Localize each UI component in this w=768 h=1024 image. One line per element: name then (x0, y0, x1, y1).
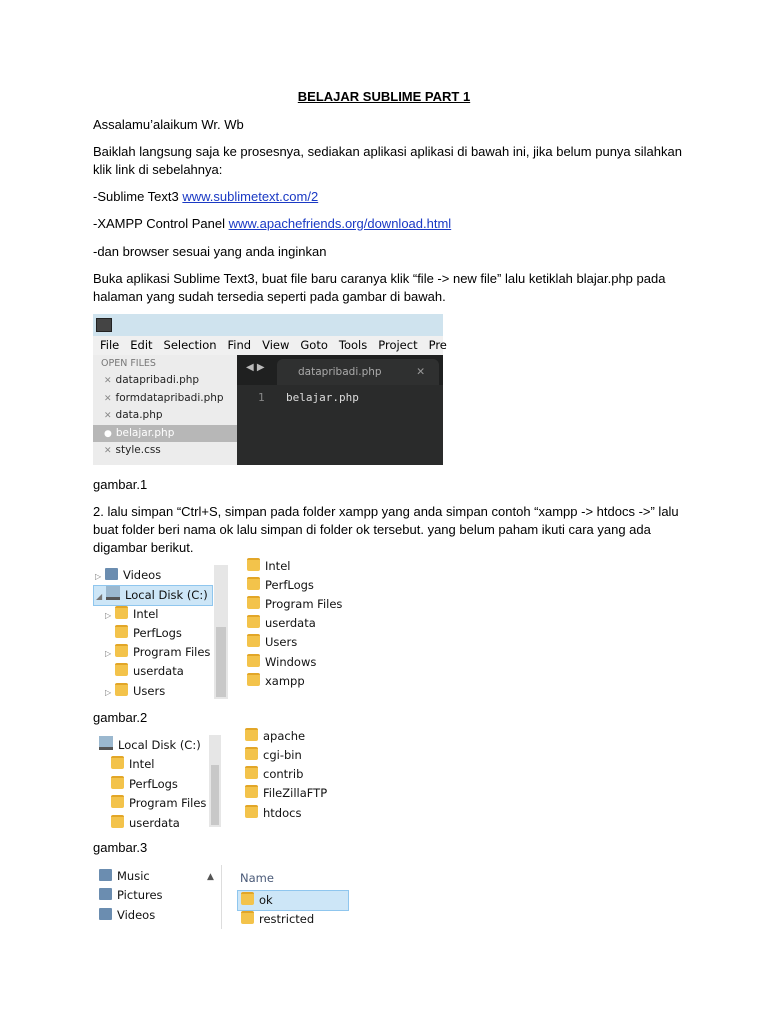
tree-item-selected[interactable] (93, 585, 213, 606)
folder-item[interactable] (247, 576, 314, 595)
tree-item[interactable] (99, 736, 201, 755)
explorer-screenshot-2 (93, 559, 343, 699)
menu-tools[interactable]: Tools (338, 338, 368, 352)
document-title: BELAJAR SUBLIME PART 1 (297, 89, 471, 104)
sublime-app-icon (96, 318, 112, 332)
explorer-screenshot-3 (93, 729, 338, 830)
caption-2: gambar.2 (93, 710, 148, 725)
dot-icon[interactable]: ● (104, 428, 112, 439)
greeting: Assalamu’alaikum Wr. Wb (93, 117, 244, 132)
requirement-label: -XAMPP Control Panel (93, 216, 229, 231)
menu-find[interactable]: Find (227, 338, 252, 352)
xampp-link[interactable]: www.apachefriends.org/download.html (228, 216, 452, 231)
tree-label: Local Disk (C:) (118, 738, 201, 752)
folder-item[interactable] (241, 910, 314, 929)
menu-goto[interactable]: Goto (300, 338, 328, 352)
menu-bar (93, 336, 447, 355)
tree-item[interactable] (111, 794, 206, 813)
folder-icon (111, 795, 124, 808)
folder-icon (247, 615, 260, 628)
folder-label: PerfLogs (265, 578, 314, 592)
menu-edit[interactable]: Edit (130, 338, 153, 352)
scrollbar[interactable] (209, 735, 221, 827)
folder-label: restricted (259, 912, 315, 926)
folder-icon (247, 654, 260, 667)
tree-label: userdata (133, 664, 184, 678)
caption-1: gambar.1 (93, 477, 148, 492)
tree-item[interactable] (105, 605, 158, 624)
menu-project[interactable]: Project (378, 338, 418, 352)
tree-item[interactable] (99, 867, 150, 886)
menu-view[interactable]: View (262, 338, 290, 352)
pictures-icon (99, 888, 112, 900)
sublime-screenshot (93, 314, 447, 465)
folder-label: ok (259, 893, 273, 907)
folder-label: Users (265, 635, 298, 649)
tree-label: Music (117, 869, 150, 883)
folder-icon (115, 683, 128, 696)
tree-item[interactable] (99, 906, 155, 925)
column-header-name[interactable]: Name (240, 871, 274, 885)
sidebar (93, 355, 237, 465)
tree-label: PerfLogs (129, 777, 178, 791)
tab-label: datapribadi.php (298, 366, 382, 378)
folder-icon (247, 577, 260, 590)
folder-icon (115, 663, 128, 676)
folder-label: xampp (265, 674, 305, 688)
tree-item[interactable] (111, 814, 180, 833)
drive-icon (106, 586, 120, 600)
folder-icon (111, 756, 124, 769)
folder-label: userdata (265, 616, 316, 630)
folder-icon (247, 634, 260, 647)
caption-3: gambar.3 (93, 840, 148, 855)
requirement-browser: -dan browser sesuai yang anda inginkan (93, 244, 327, 259)
file-name: formdatapribadi.php (115, 391, 224, 404)
sidebar-file[interactable] (93, 442, 237, 460)
sidebar-file[interactable] (93, 372, 237, 390)
close-icon[interactable]: ✕ (416, 366, 425, 378)
tree-item[interactable] (111, 755, 154, 774)
folder-label: htdocs (263, 806, 302, 820)
folder-icon (245, 785, 258, 798)
collapse-icon[interactable]: ◢ (96, 592, 103, 601)
tree-item[interactable] (99, 886, 163, 905)
videos-icon (99, 908, 112, 920)
folder-icon (245, 728, 258, 741)
expand-icon[interactable]: ▷ (105, 611, 112, 620)
menu-preferences[interactable]: Pre (428, 338, 447, 352)
sublime-link[interactable]: www.sublimetext.com/2 (182, 189, 319, 204)
menu-selection[interactable]: Selection (163, 338, 217, 352)
folder-icon (247, 596, 260, 609)
tree-label: Pictures (117, 888, 163, 902)
folder-item[interactable] (245, 784, 327, 803)
folder-icon (111, 815, 124, 828)
tree-label: userdata (129, 816, 180, 830)
scrollbar[interactable] (214, 565, 228, 699)
folder-label: Intel (265, 559, 291, 573)
close-icon[interactable]: ✕ (104, 376, 112, 386)
folder-icon (247, 673, 260, 686)
step2-paragraph: 2. lalu simpan “Ctrl+S, simpan pada folder xampp yang anda simpan contoh “xampp -> htdocs ->” lalu buat folder beri nama ok lalu simpan di folder ok tersebut. yang belum paham ikuti cara yang ada digambar berikut. (93, 504, 679, 555)
folder-icon (245, 805, 258, 818)
explorer-screenshot-4 (93, 865, 349, 929)
tree-label: Local Disk (C:) (125, 588, 208, 602)
folder-icon (111, 776, 124, 789)
folder-item[interactable] (247, 672, 305, 691)
folder-icon (247, 558, 260, 571)
folder-icon (241, 892, 254, 905)
tree-item[interactable] (105, 624, 182, 643)
tab-arrows-icon[interactable]: ◀ ▶ (246, 362, 265, 373)
folder-icon (245, 766, 258, 779)
tree-label: Videos (117, 908, 156, 922)
tree-label: Videos (123, 568, 162, 582)
scroll-up-icon[interactable]: ▲ (207, 872, 214, 882)
folder-label: contrib (263, 767, 304, 781)
folder-label: cgi-bin (263, 748, 302, 762)
folder-icon (241, 911, 254, 924)
videos-icon (105, 568, 118, 580)
folder-label: FileZillaFTP (263, 786, 328, 800)
tree-label: Intel (129, 757, 155, 771)
code-text[interactable]: belajar.php (286, 391, 359, 404)
tree-label: Intel (133, 607, 159, 621)
requirement-label: -Sublime Text3 (93, 189, 183, 204)
expand-icon[interactable]: ▷ (105, 649, 112, 658)
folder-label: Windows (265, 655, 317, 669)
music-icon (99, 869, 112, 881)
tree-item[interactable] (105, 682, 165, 701)
file-name: datapribadi.php (115, 374, 200, 386)
tree-label: PerfLogs (133, 626, 182, 640)
requirement-sublime (93, 188, 683, 206)
folder-item[interactable] (247, 557, 290, 576)
expand-icon[interactable]: ▷ (105, 688, 112, 697)
folder-item[interactable] (245, 765, 303, 784)
folder-item[interactable] (245, 727, 305, 746)
folder-item[interactable] (245, 746, 302, 765)
folder-icon (115, 606, 128, 619)
close-icon[interactable]: ✕ (104, 411, 112, 421)
sidebar-file[interactable] (93, 407, 237, 425)
drive-icon (99, 736, 113, 750)
open-files-header: OPEN FILES (101, 358, 156, 369)
folder-icon (245, 747, 258, 760)
tree-label: Program Files (129, 796, 207, 810)
folder-icon (115, 625, 128, 638)
file-name: data.php (115, 409, 163, 421)
folder-label: Program Files (265, 597, 343, 611)
folder-item[interactable] (247, 633, 297, 652)
editor-tab[interactable] (277, 359, 439, 385)
requirement-xampp (93, 215, 683, 233)
tree-item[interactable] (105, 643, 210, 662)
intro-paragraph: Baiklah langsung saja ke prosesnya, sediakan aplikasi aplikasi di bawah ini, jika belum punya silahkan klik link di sebelahnya: (93, 144, 682, 177)
close-icon[interactable]: ✕ (104, 446, 112, 456)
scrollbar-thumb[interactable] (216, 627, 226, 697)
line-number: 1 (258, 391, 265, 404)
tree-item[interactable] (95, 566, 161, 585)
tab-bar (237, 355, 443, 385)
folder-icon (115, 644, 128, 657)
tree-item[interactable] (105, 662, 184, 681)
close-icon[interactable]: ✕ (104, 393, 112, 404)
folder-item[interactable] (247, 595, 342, 614)
step1-paragraph: Buka aplikasi Sublime Text3, buat file baru caranya klik “file -> new file” lalu ketiklah blajar.php pada halaman yang sudah tersedia seperti pada gambar di bawah. (93, 271, 666, 304)
folder-item[interactable] (247, 653, 316, 672)
sidebar-file[interactable] (93, 390, 237, 408)
tree-label: Users (133, 684, 166, 698)
tree-item[interactable] (111, 775, 178, 794)
editor[interactable] (237, 355, 443, 465)
expand-icon[interactable]: ▷ (95, 572, 102, 581)
sidebar-file-selected[interactable] (93, 425, 237, 443)
menu-file[interactable]: File (100, 338, 120, 352)
file-name: style.css (115, 444, 161, 456)
tree-label: Program Files (133, 645, 211, 659)
folder-label: apache (263, 729, 306, 743)
folder-item[interactable] (247, 614, 316, 633)
folder-item-selected[interactable] (237, 890, 349, 911)
folder-item[interactable] (245, 804, 301, 823)
file-name: belajar.php (115, 426, 175, 439)
titlebar (93, 314, 443, 336)
divider (221, 865, 222, 929)
scrollbar-thumb[interactable] (211, 765, 219, 825)
